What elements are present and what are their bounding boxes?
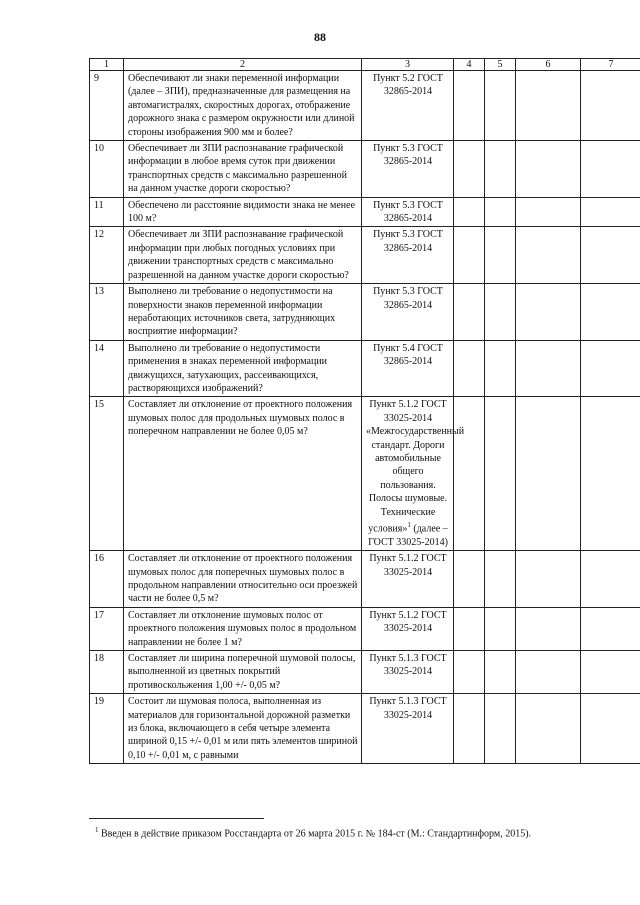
- row-reference: Пункт 5.1.3 ГОСТ 33025-2014: [362, 650, 454, 693]
- row-question: Обеспечивают ли знаки переменной информации (далее – ЗПИ), предназначенные для размещения на автомагистралях, скоростных дорогах, отображение дорожного знака с размером окружности или длиной стороны изображения 900 мм и более?: [124, 71, 362, 141]
- table-row: [90, 397, 640, 551]
- row-cell-4: [454, 340, 485, 397]
- row-number: 15: [90, 397, 124, 551]
- row-cell-5: [485, 650, 516, 693]
- header-col-3: 3: [362, 59, 454, 71]
- row-reference: Пункт 5.3 ГОСТ 32865-2014: [362, 284, 454, 341]
- row-cell-5: [485, 71, 516, 141]
- footnote-text: Введен в действие приказом Росстандарта от 26 марта 2015 г. № 184-ст (М.: Стандартинформ, 2015).: [101, 828, 532, 840]
- table-row: [90, 227, 640, 284]
- table-row: [90, 551, 640, 608]
- row-cell-4: [454, 71, 485, 141]
- table-row: [90, 197, 640, 227]
- row-reference: [362, 397, 465, 551]
- row-cell-7: [581, 284, 640, 341]
- row-number: 11: [90, 197, 124, 227]
- row-cell-5: [485, 227, 516, 284]
- table-row: [90, 694, 640, 764]
- row-number: 19: [90, 694, 124, 764]
- row-question: Обеспечивает ли ЗПИ распознавание графической информации при любых погодных условиях при движении транспортных средств с максимально разрешенной на данном участке дороги скоростью?: [124, 227, 362, 284]
- row-cell-5: [485, 694, 516, 764]
- row-cell-6: [516, 650, 581, 693]
- header-col-2: 2: [124, 59, 362, 71]
- row-cell-4: [454, 197, 485, 227]
- row-cell-6: [516, 607, 581, 650]
- checklist-table: [89, 58, 640, 764]
- row-question: Состоит ли шумовая полоса, выполненная из материалов для горизонтальной дорожной разметки из блока, включающего в себя четыре элемента шириной 0,15 +/- 0,01 м или пять элементов шириной 0,10 +/- 0,01 м, с равными: [124, 694, 362, 764]
- footnote-divider: [89, 818, 264, 819]
- row-cell-6: [516, 284, 581, 341]
- row-cell-4: [454, 141, 485, 198]
- table-row: [90, 650, 640, 693]
- row-cell-4: [454, 227, 485, 284]
- row-number: 18: [90, 650, 124, 693]
- footnote-marker: 1: [95, 826, 99, 834]
- row-cell-4: [454, 650, 485, 693]
- row-reference: Пункт 5.1.2 ГОСТ 33025-2014: [362, 607, 454, 650]
- footnote-marker: 1: [407, 521, 411, 529]
- table-row: [90, 340, 640, 397]
- row-cell-7: [581, 197, 640, 227]
- row-cell-6: [516, 340, 581, 397]
- row-question: Выполнено ли требование о недопустимости применения в знаках переменной информации движущихся, затухающих, рассеивающихся, растворяющихся изображений?: [124, 340, 362, 397]
- table-row: [90, 607, 640, 650]
- row-cell-6: [516, 197, 581, 227]
- header-col-6: 6: [516, 59, 581, 71]
- row-cell-6: [516, 551, 581, 608]
- table-row: [90, 71, 640, 141]
- row-number: 17: [90, 607, 124, 650]
- row-cell-6: [516, 71, 581, 141]
- row-cell-6: [516, 227, 581, 284]
- row-number: 14: [90, 340, 124, 397]
- row-question: Обеспечивает ли ЗПИ распознавание графической информации в любое время суток при движении транспортных средств с максимально разрешенной на данном участке дороги скоростью?: [124, 141, 362, 198]
- header-col-1: 1: [90, 59, 124, 71]
- row-number: 12: [90, 227, 124, 284]
- row-reference: Пункт 5.2 ГОСТ 32865-2014: [362, 71, 454, 141]
- table-row: [90, 284, 640, 341]
- row-question: Составляет ли ширина поперечной шумовой полосы, выполненной из цветных покрытий противоскольжения 1,00 +/- 0,05 м?: [124, 650, 362, 693]
- row-cell-4: [454, 284, 485, 341]
- row-cell-7: [581, 227, 640, 284]
- row-cell-4: [454, 694, 485, 764]
- row-question: Составляет ли отклонение от проектного положения шумовых полос для поперечных шумовых полос в продольном направлении относительно оси проезжей части не более 0,5 м?: [124, 551, 362, 608]
- row-question: Составляет ли отклонение шумовых полос от проектного положения шумовых полос в продольном направлении не более 1 м?: [124, 607, 362, 650]
- row-cell-6: [516, 694, 581, 764]
- row-reference: Пункт 5.1.3 ГОСТ 33025-2014: [362, 694, 454, 764]
- row-number: 13: [90, 284, 124, 341]
- row-cell-4: [454, 607, 485, 650]
- row-cell-5: [485, 284, 516, 341]
- row-reference: Пункт 5.4 ГОСТ 32865-2014: [362, 340, 454, 397]
- row-number: 16: [90, 551, 124, 608]
- row-reference: Пункт 5.3 ГОСТ 32865-2014: [362, 197, 454, 227]
- row-cell-7: [581, 650, 640, 693]
- row-cell-5: [485, 197, 516, 227]
- row-reference: Пункт 5.3 ГОСТ 32865-2014: [362, 227, 454, 284]
- header-row: [90, 59, 640, 71]
- table-row: [90, 141, 640, 198]
- row-cell-6: [516, 141, 581, 198]
- row-cell-5: [485, 340, 516, 397]
- row-question: Выполнено ли требование о недопустимости на поверхности знаков переменной информации неработающих источников света, затрудняющих восприятие информации?: [124, 284, 362, 341]
- row-cell-5: [485, 397, 516, 551]
- footnote: [95, 824, 615, 840]
- row-cell-5: [485, 141, 516, 198]
- row-cell-7: [581, 340, 640, 397]
- row-question: Обеспечено ли расстояние видимости знака не менее 100 м?: [124, 197, 362, 227]
- row-cell-4: [454, 551, 485, 608]
- page-number: 88: [314, 30, 326, 44]
- row-cell-7: [581, 397, 640, 551]
- row-number: 9: [90, 71, 124, 141]
- header-col-7: 7: [581, 59, 640, 71]
- header-col-4: 4: [454, 59, 485, 71]
- row-cell-7: [581, 71, 640, 141]
- row-cell-7: [581, 551, 640, 608]
- row-cell-5: [485, 607, 516, 650]
- row-question: Составляет ли отклонение от проектного положения шумовых полос для продольных шумовых полос в поперечном направлении не более 0,05 м?: [124, 397, 362, 551]
- row-cell-7: [581, 694, 640, 764]
- row-cell-6: [516, 397, 581, 551]
- row-cell-5: [485, 551, 516, 608]
- row-cell-7: [581, 141, 640, 198]
- row-reference-text: Пункт 5.1.2 ГОСТ 33025-2014 «Межгосударственный стандарт. Дороги автомобильные общего пользования. Полосы шумовые. Технические условия»: [366, 399, 465, 535]
- row-reference-tail: (далее – ГОСТ 33025-2014): [368, 523, 448, 548]
- row-cell-7: [581, 607, 640, 650]
- row-reference: Пункт 5.3 ГОСТ 32865-2014: [362, 141, 454, 198]
- row-number: 10: [90, 141, 124, 198]
- row-reference: Пункт 5.1.2 ГОСТ 33025-2014: [362, 551, 454, 608]
- row-cell-4: [454, 397, 485, 551]
- header-col-5: 5: [485, 59, 516, 71]
